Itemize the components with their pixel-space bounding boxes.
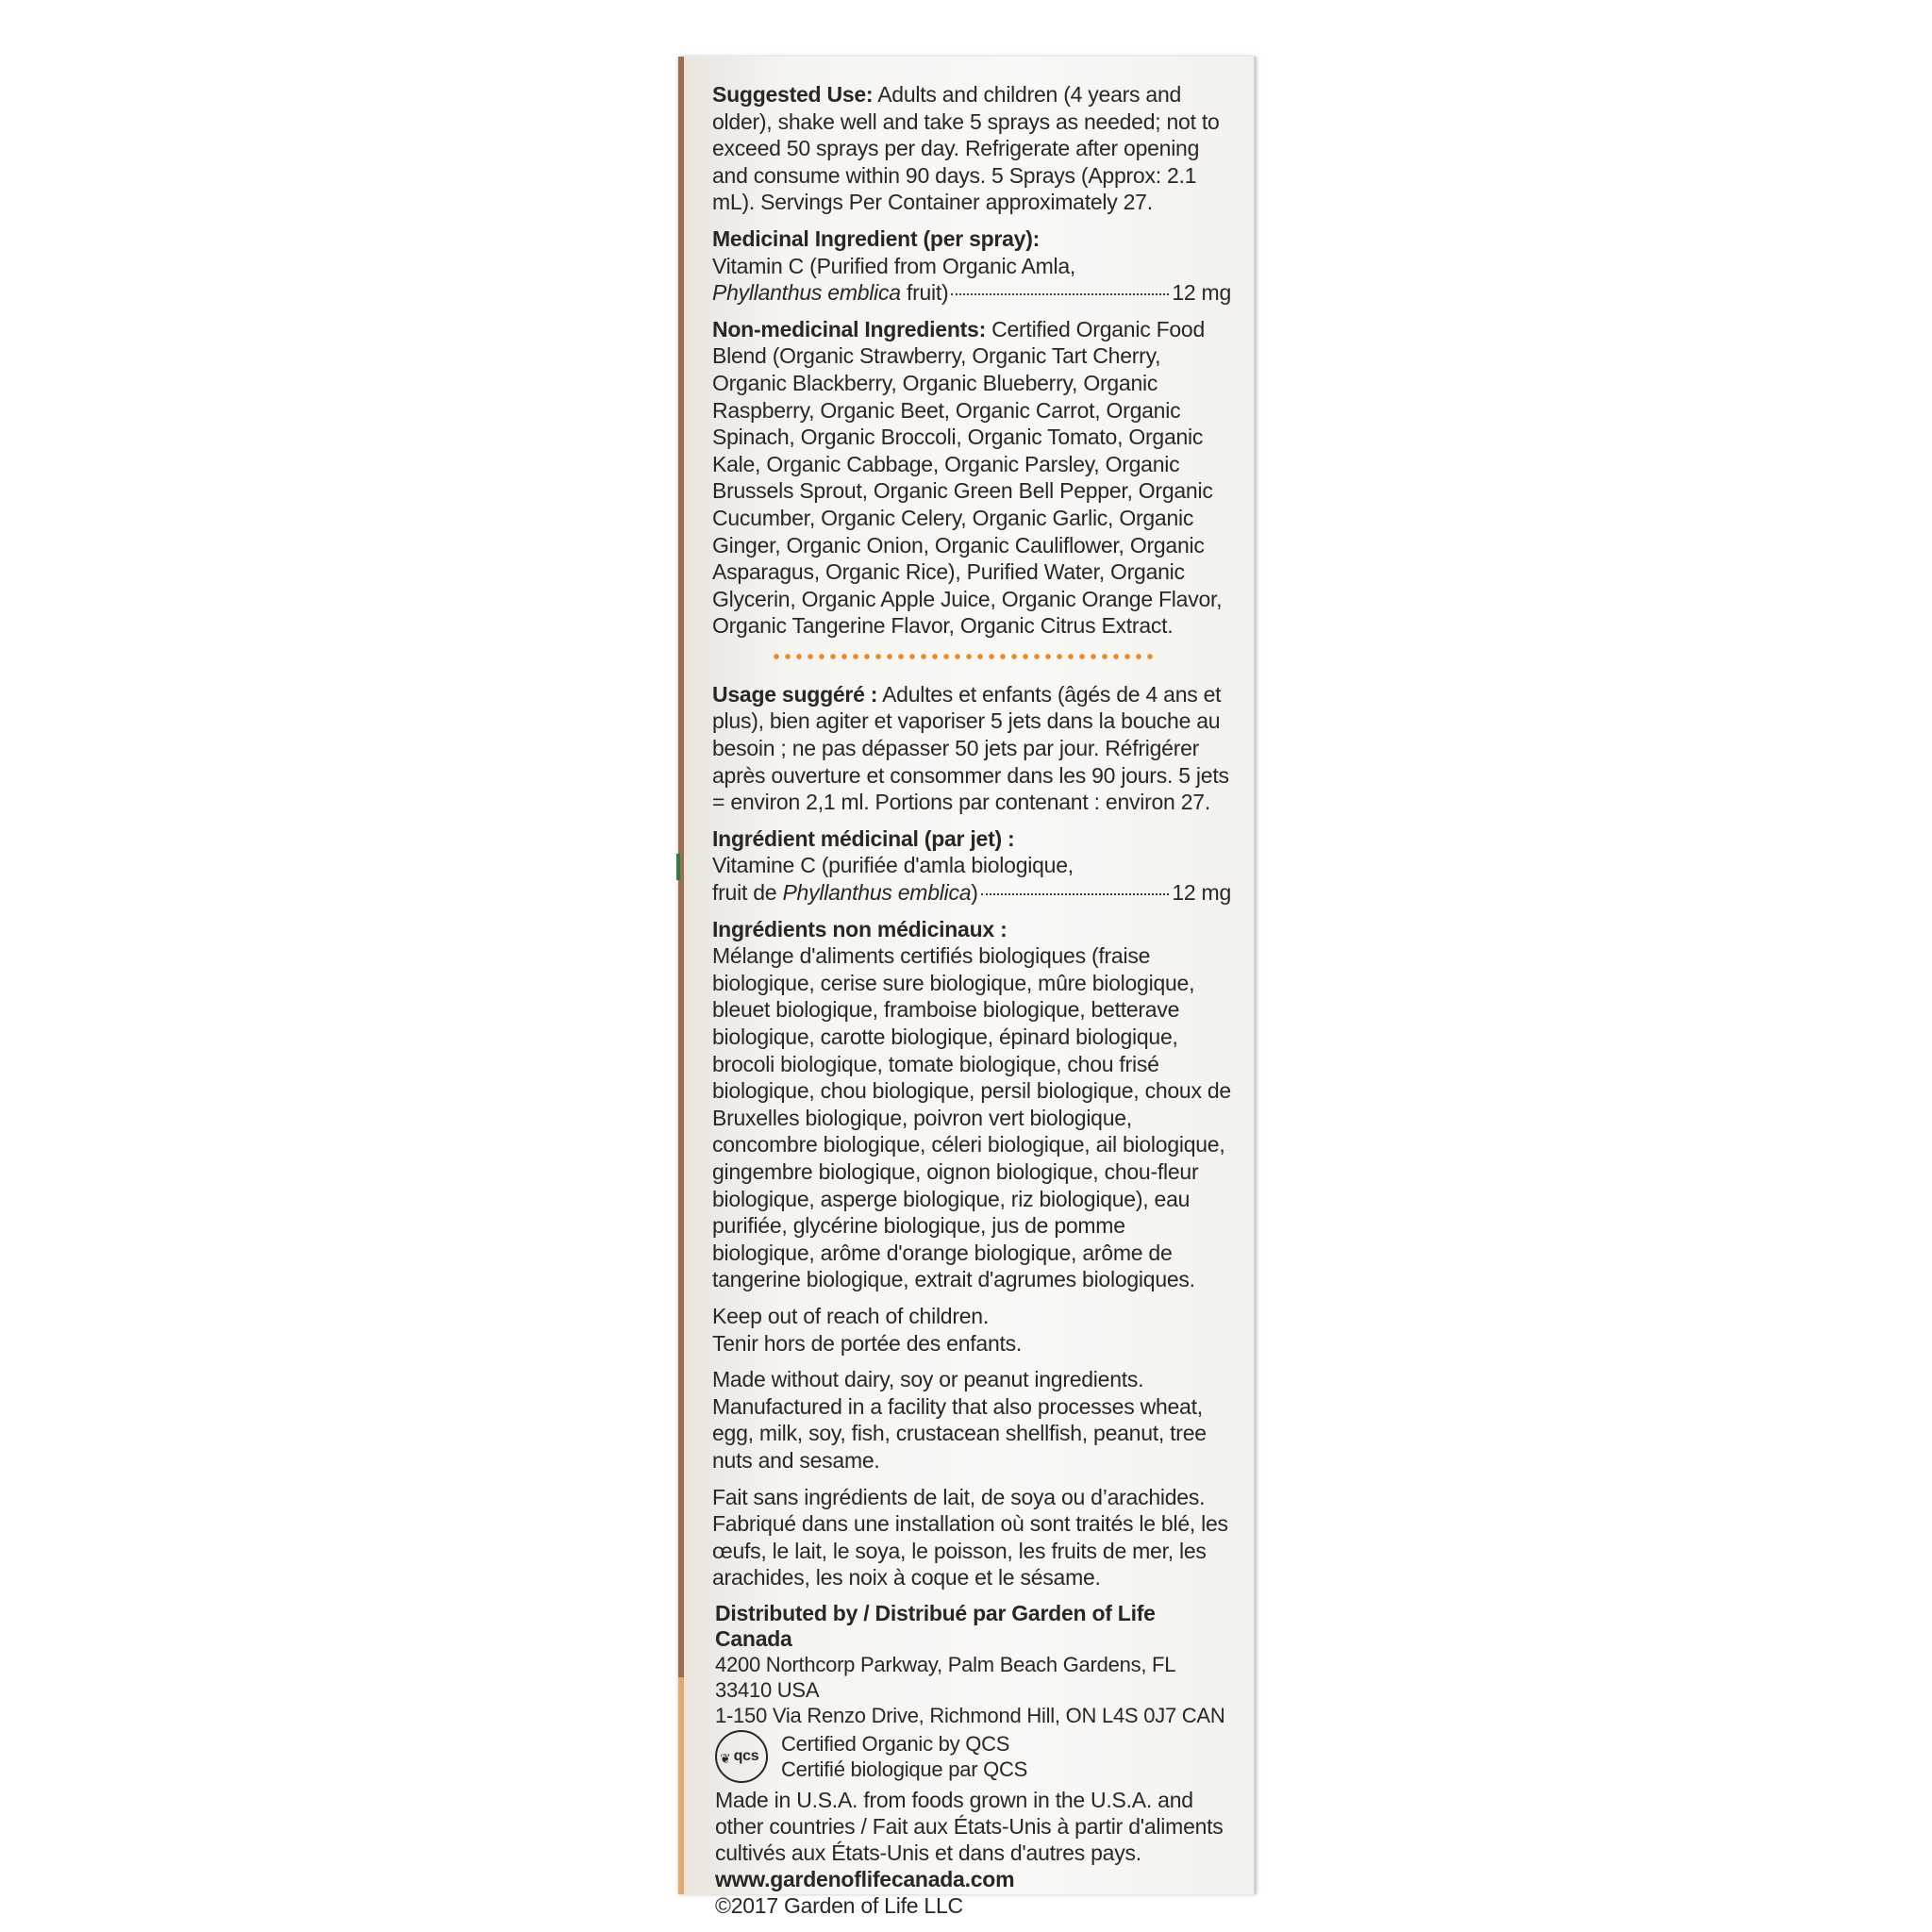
label-panel xyxy=(678,57,1257,1918)
non-medicinal-label: Non-medicinal Ingredients: xyxy=(712,316,986,341)
non-medicinal-ingredients-fr xyxy=(712,916,1231,1293)
medicinal-ingredient-amount-fr: 12 mg xyxy=(1172,880,1231,906)
distributor-label: Distributed by / Distribué par Garden of Life Canada xyxy=(715,1600,1156,1651)
allergen-statement-fr: Fait sans ingrédients de lait, de soya ou d’arachides. Fabriqué dans une installation où sont traités le blé, les œufs, le lait, le soya, le poisson, les fruits de mer, les arachides, les noix à coque et le sésame. xyxy=(712,1484,1228,1591)
medicinal-line2-rest-fr: ) xyxy=(971,880,978,906)
dot-leader-fr xyxy=(981,893,1170,895)
latin-name-fr: Phyllanthus emblica xyxy=(782,880,972,906)
certification-row xyxy=(715,1730,1231,1783)
suggested-use-text: Adults and children (4 years and older), shake well and take 5 sprays as needed; not to exceed 50 sprays per day. Refrigerate after opening and consume within 90 days. 5 Sprays (Approx: 2.1 mL). Servings Per Container approximately 27. xyxy=(712,82,1220,215)
orange-dot-divider xyxy=(771,653,1153,660)
child-warning xyxy=(712,1303,1231,1357)
dot-leader xyxy=(951,293,1169,295)
medicinal-ingredient-line2 xyxy=(712,279,1231,307)
medicinal-ingredient-line2-fr xyxy=(712,879,1231,907)
child-warning-en: Keep out of reach of children. xyxy=(712,1303,989,1328)
medicinal-ingredient-en xyxy=(712,225,1231,307)
address-ca: 1-150 Via Renzo Drive, Richmond Hill, ON L4S 0J7 CAN xyxy=(715,1703,1225,1727)
non-medicinal-text: Certified Organic Food Blend (Organic Strawberry, Organic Tart Cherry, Organic Blackberry, Organic Blueberry, Organic Raspberry, Organic Beet, Organic Carrot, Organic Spinach, Organic Broccoli, Organic Tomato, Organic Kale, Organic Cabbage, Organic Parsley, Organic Brussels Sprout, Organic Green Bell Pepper, Organic Cucumber, Organic Celery, Organic Garlic, Organic Ginger, Organic Onion, Organic Cauliflower, Organic Asparagus, Organic Rice), Purified Water, Organic Glycerin, Organic Apple Juice, Organic Orange Flavor, Organic Tangerine Flavor, Organic Citrus Extract. xyxy=(712,316,1223,639)
edge-green-mark xyxy=(676,854,680,880)
copyright: ©2017 Garden of Life LLC xyxy=(715,1892,963,1918)
medicinal-ingredient-line1: Vitamin C (Purified from Organic Amla, xyxy=(712,253,1076,278)
medicinal-line2-pre-fr: fruit de xyxy=(712,880,783,906)
medicinal-ingredient-amount: 12 mg xyxy=(1172,280,1231,306)
certified-organic-en: Certified Organic by QCS xyxy=(781,1731,1010,1756)
medicinal-ingredient-line2-rest: fruit) xyxy=(900,280,949,306)
qcs-badge-text: qcs xyxy=(733,1748,759,1765)
usage-label-fr: Usage suggéré : xyxy=(712,681,878,707)
medicinal-ingredient-fr xyxy=(712,825,1231,907)
suggested-use-label: Suggested Use: xyxy=(712,82,874,107)
child-warning-fr: Tenir hors de portée des enfants. xyxy=(712,1330,1023,1356)
suggested-use-en xyxy=(712,81,1231,216)
leaf-icon: ❦ xyxy=(720,1750,731,1766)
non-medicinal-ingredients-en xyxy=(712,316,1231,640)
label-content xyxy=(712,81,1231,1919)
distributor-block xyxy=(715,1601,1231,1919)
latin-name: Phyllanthus emblica xyxy=(712,280,901,306)
qcs-certification-icon xyxy=(715,1730,768,1783)
website-link[interactable]: www.gardenoflifecanada.com xyxy=(715,1866,1015,1891)
address-us: 4200 Northcorp Parkway, Palm Beach Gardens, FL 33410 USA xyxy=(715,1652,1175,1702)
suggested-use-fr xyxy=(712,681,1231,816)
non-medicinal-text-fr: Mélange d'aliments certifiés biologiques (fraise biologique, cerise sure biologique, mûre biologique, bleuet biologique, framboise biologique, betterave biologique, carotte biologique, épinard biologique, brocoli biologique, tomate biologique, chou frisé biologique, chou biologique, persil biologique, choux de Bruxelles biologique, poivron vert biologique, concombre biologique, céleri biologique, ail biologique, gingembre biologique, oignon biologique, chou-fleur biologique, asperge biologique, riz biologique), eau purifiée, glycérine biologique, jus de pomme biologique, arôme d'orange biologique, arôme de tangerine biologique, extrait d'agrumes biologiques. xyxy=(712,943,1231,1292)
medicinal-ingredient-label-fr: Ingrédient médicinal (par jet) : xyxy=(712,825,1015,851)
allergen-statement-en: Made without dairy, soy or peanut ingredients. Manufactured in a facility that also processes wheat, egg, milk, soy, fish, crustacean shellfish, peanut, tree nuts and sesame. xyxy=(712,1367,1207,1473)
certified-organic-fr: Certifié biologique par QCS xyxy=(781,1757,1028,1781)
medicinal-ingredient-label: Medicinal Ingredient (per spray): xyxy=(712,225,1041,251)
origin-statement: Made in U.S.A. from foods grown in the U.S.A. and other countries / Fait aux États-Unis à partir d'aliments cultivés aux États-Unis et dans d'autres pays. xyxy=(715,1787,1224,1865)
medicinal-ingredient-line1-fr: Vitamine C (purifiée d'amla biologique, xyxy=(712,853,1074,878)
usage-text-fr: Adultes et enfants (âgés de 4 ans et plus), bien agiter et vaporiser 5 jets dans la bouche au besoin ; ne pas dépasser 50 jets par jour. Réfrigérer après ouverture et consommer dans les 90 jours. 5 jets = environ 2,1 ml. Portions par contenant : environ 27. xyxy=(712,681,1229,815)
non-medicinal-label-fr: Ingrédients non médicinaux : xyxy=(712,916,1008,941)
